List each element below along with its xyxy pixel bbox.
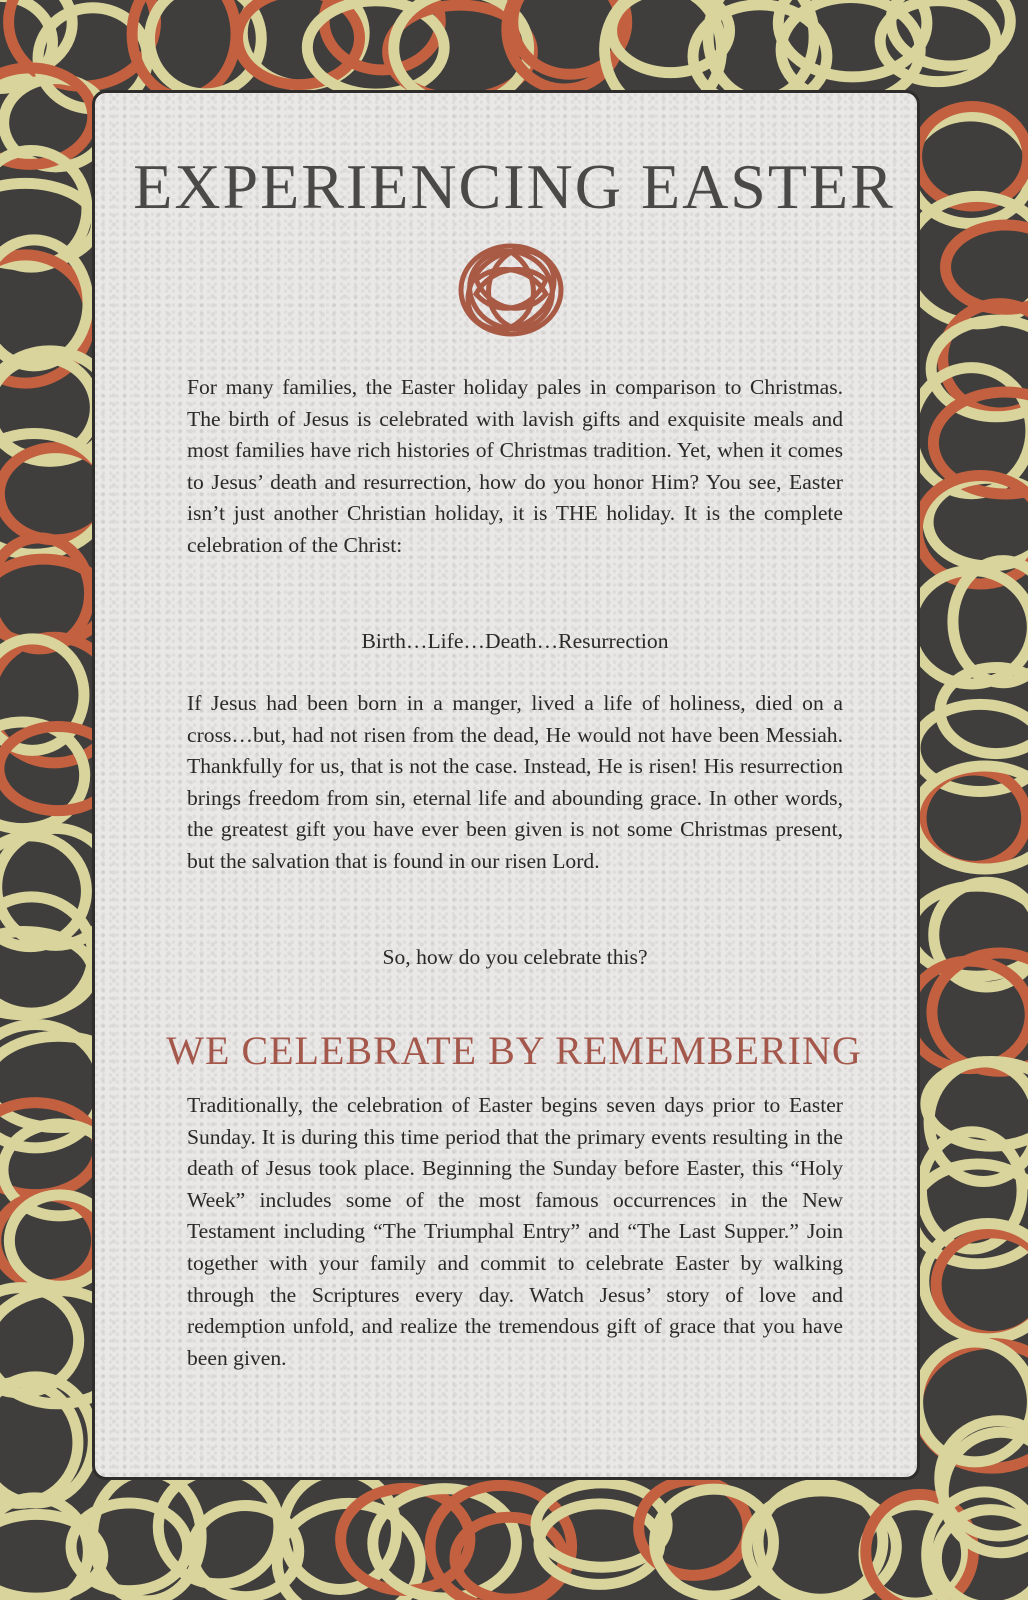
ring-mark xyxy=(0,897,93,1013)
second-text: If Jesus had been born in a manger, lived a life of holiness, died on a cross…but, had not risen from the dead, He would not have been Messiah. Thankfully for us, that is not the case. Instead, He is risen! His resurrection brings freedom from sin, eternal life and abounding grace. In other words, the greatest gift you have ever been given is not some Christmas present, but the salvation that is found in our risen Lord. xyxy=(187,691,843,873)
celtic-knot-icon xyxy=(446,232,576,348)
page-title: EXPERIENCING EASTER xyxy=(133,151,895,222)
life-line: Birth…Life…Death…Resurrection xyxy=(361,629,669,653)
section-text: Traditionally, the celebration of Easter begins seven days prior to Easter Sunday. It is during this time period that the primary events resulting in the death of Jesus took place. Beginning the Sunday before Easter, this “Holy Week” includes some of the most famous occurrences in the New Testament including “The Triumphal Entry” and “The Last Supper.” Join together with your family and commit to celebrate Easter by walking through the Scriptures every day. Watch Jesus’ story of love and redemption unfold, and realize the tremendous gift of grace that you have been given. xyxy=(187,1093,843,1370)
ring-mark xyxy=(946,225,1028,309)
section-heading: WE CELEBRATE BY REMEMBERING xyxy=(166,1028,862,1073)
second-paragraph xyxy=(187,688,843,878)
intro-text: For many families, the Easter holiday pales in comparison to Christmas. The birth of Jesus is celebrated with lavish gifts and exquisite meals and most families have rich histories of Christmas tradition. Yet, when it comes to Jesus’ death and resurrection, how do you honor Him? You see, Easter isn’t just another Christian holiday, it is THE holiday. It is the complete celebration of the Christ: xyxy=(187,375,843,557)
section-paragraph xyxy=(187,1090,843,1374)
question-line: So, how do you celebrate this? xyxy=(382,945,648,969)
intro-paragraph xyxy=(187,372,843,562)
